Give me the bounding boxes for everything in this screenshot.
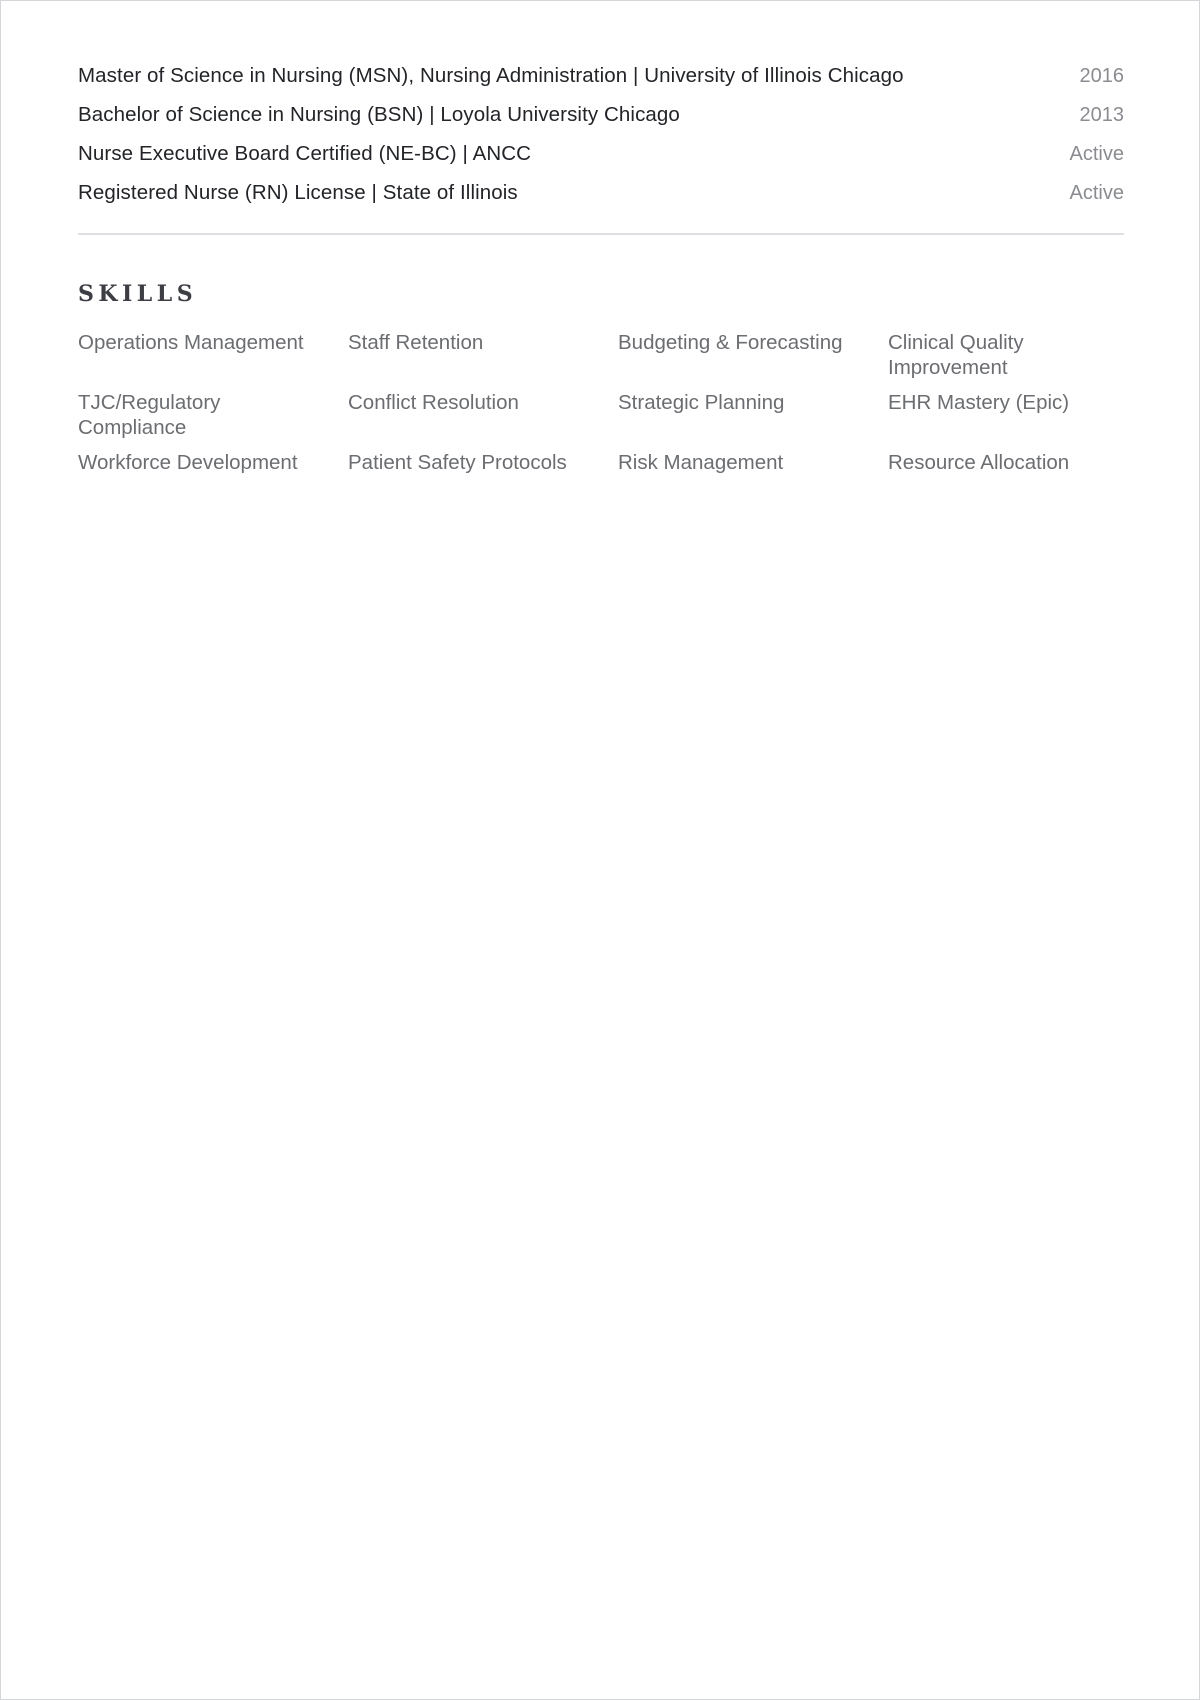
skill-item: Operations Management — [78, 331, 304, 354]
credential-row — [78, 137, 1124, 176]
skills-grid — [78, 331, 1124, 500]
skill-item: Conflict Resolution — [348, 391, 519, 414]
education-certifications-list — [78, 59, 1124, 215]
skill-item: Patient Safety Protocols — [348, 451, 567, 474]
credential-name: Registered Nurse (RN) License | State of Illinois — [78, 181, 518, 204]
credential-row — [78, 59, 1124, 98]
skill-item: EHR Mastery (Epic) — [888, 391, 1070, 414]
skills-section-title: SKILLS — [78, 281, 198, 307]
skill-item: Clinical Quality Improvement — [888, 331, 1024, 379]
credential-date: Active — [1069, 182, 1124, 204]
skill-item: Risk Management — [618, 451, 784, 474]
credential-date: 2013 — [1079, 104, 1124, 126]
credential-date: 2016 — [1079, 65, 1124, 87]
section-divider — [78, 233, 1124, 235]
credential-name: Nurse Executive Board Certified (NE-BC) | ANCC — [78, 142, 532, 165]
skill-item: Resource Allocation — [888, 451, 1070, 474]
credential-row — [78, 176, 1124, 215]
credential-name: Bachelor of Science in Nursing (BSN) | Loyola University Chicago — [78, 103, 680, 126]
credential-date: Active — [1069, 143, 1124, 165]
credential-name: Master of Science in Nursing (MSN), Nursing Administration | University of Illinois Chicago — [78, 64, 904, 87]
skill-item: Budgeting & Forecasting — [618, 331, 843, 354]
skill-item: Workforce Development — [78, 451, 298, 474]
credential-row — [78, 98, 1124, 137]
page-content — [78, 59, 1124, 500]
skill-item: Staff Retention — [348, 331, 484, 354]
skill-item: Strategic Planning — [618, 391, 785, 414]
skill-item: TJC/Regulatory Compliance — [78, 391, 221, 439]
